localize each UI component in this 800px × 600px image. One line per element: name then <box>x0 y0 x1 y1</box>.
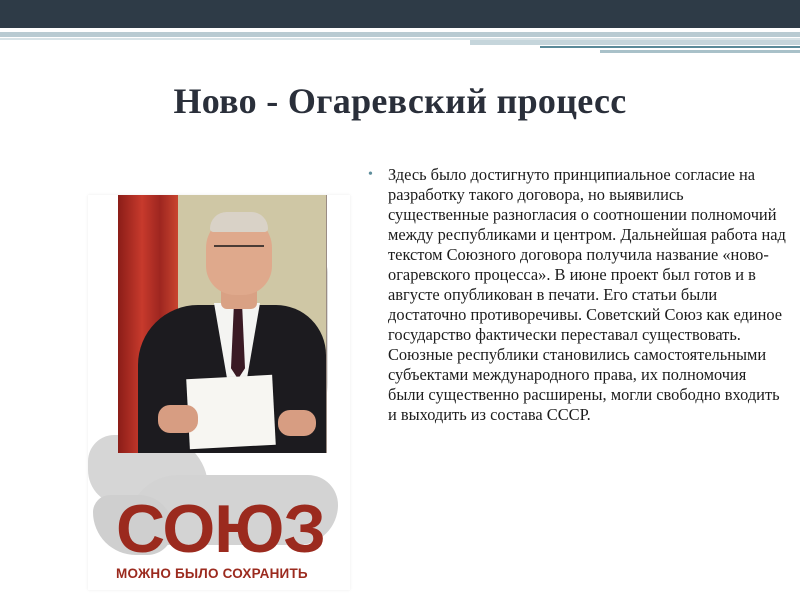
header-stripe <box>0 32 800 37</box>
slide-title: Ново - Огаревский процесс <box>173 81 627 121</box>
book-title: СОЮЗ <box>116 491 326 567</box>
bullet-list <box>366 165 786 425</box>
paper-sheet <box>186 375 276 449</box>
book-cover-image <box>88 195 350 590</box>
header-stripe <box>470 40 800 45</box>
header-stripe <box>540 46 800 48</box>
top-bar <box>0 0 800 28</box>
hair <box>210 212 268 232</box>
glasses <box>214 245 264 259</box>
header-stripe <box>600 50 800 53</box>
right-hand <box>278 410 316 436</box>
bullet-text: Здесь было достигнуто принципиальное согласие на разработку такого договора, но выявились существенные разногласия о соотношении полномочий между республиками и центром. Дальнейшая работа над текстом Союзного договора получила название «ново-огаревского процесса». В июне проект был готов и в августе опубликован в печати. Его статьи были достаточно противоречивы. Советский Союз как единое государство фактически переставал существовать. Союзные республики становились самостоятельными субъектами международного права, их полномочия были существенно расширены, могли свободно входить и выходить из состава СССР. <box>388 165 786 424</box>
left-hand <box>158 405 198 433</box>
bullet-dot-icon: • <box>368 167 373 182</box>
bullet-item <box>366 165 786 425</box>
book-subtitle: МОЖНО БЫЛО СОХРАНИТЬ <box>116 566 308 581</box>
portrait-photo <box>118 195 327 453</box>
